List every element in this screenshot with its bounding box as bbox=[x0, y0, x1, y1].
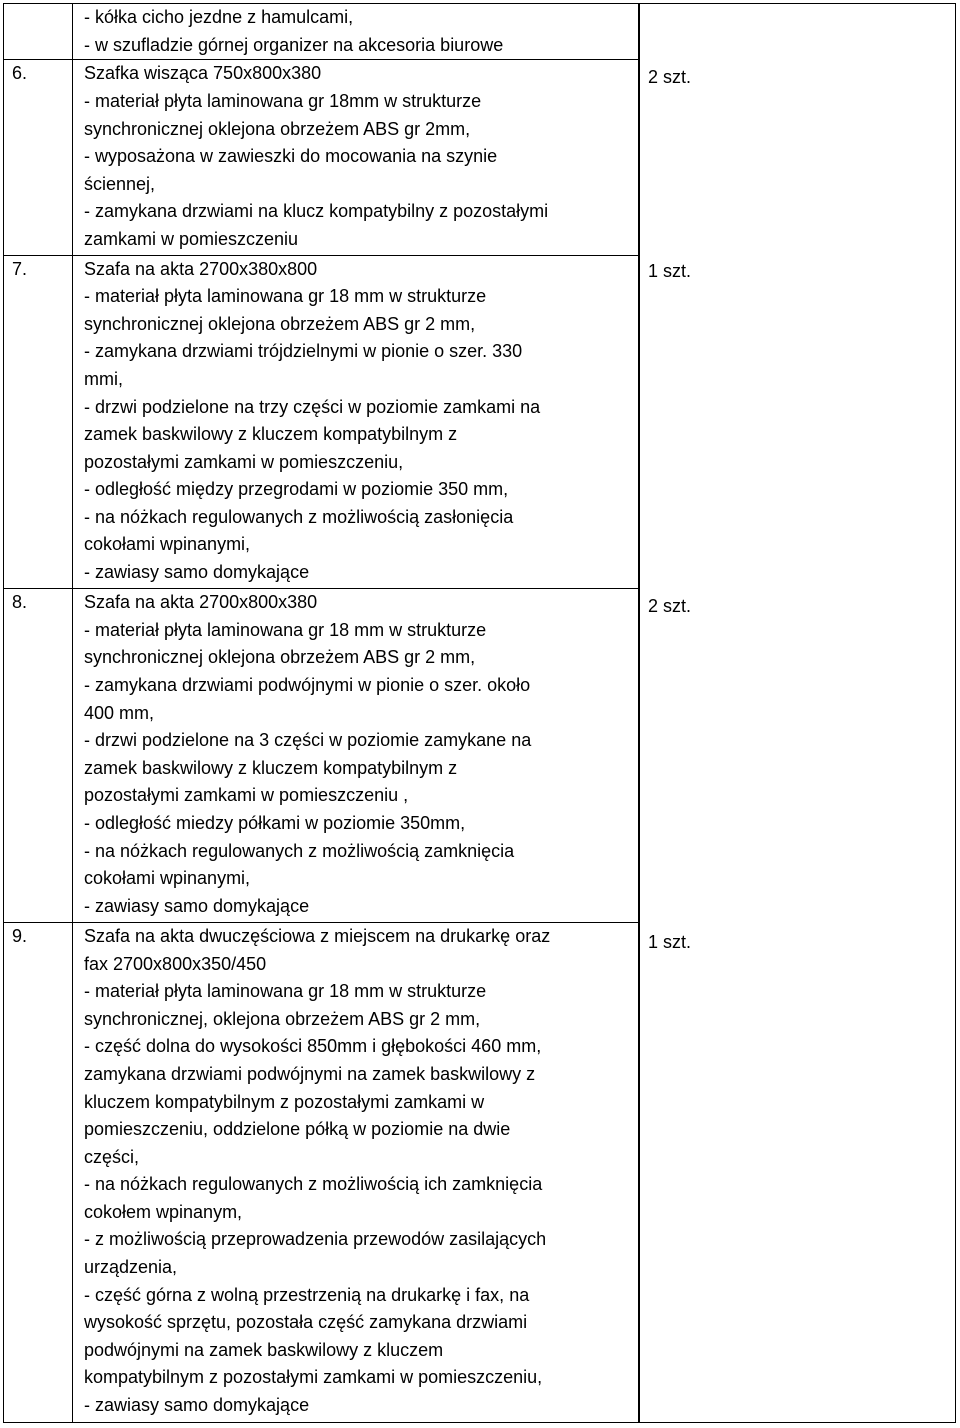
item-number-cell bbox=[4, 60, 73, 255]
description-line: części, bbox=[84, 1146, 140, 1167]
item-number: 6. bbox=[12, 63, 28, 84]
description-line: synchronicznej, oklejona obrzeżem ABS gr 2 mm, bbox=[84, 1008, 481, 1029]
description-line: - zamykana drzwiami trójdzielnymi w pionie o szer. 330 bbox=[84, 341, 523, 362]
description-line: - materiał płyta laminowana gr 18 mm w strukturze bbox=[84, 619, 487, 640]
description-line: - część górna z wolną przestrzenią na drukarkę i fax, na bbox=[84, 1284, 530, 1305]
description-line: - materiał płyta laminowana gr 18mm w strukturze bbox=[84, 91, 482, 112]
description-line: - kółka cicho jezdne z hamulcami, bbox=[84, 7, 354, 27]
description-line: - zamykana drzwiami podwójnymi w pionie o szer. około bbox=[84, 675, 531, 696]
description-line: - na nóżkach regulowanych z możliwością ich zamknięcia bbox=[84, 1174, 543, 1195]
description-line: synchronicznej oklejona obrzeżem ABS gr 2 mm, bbox=[84, 647, 476, 668]
description-line: - na nóżkach regulowanych z możliwością zamknięcia bbox=[84, 840, 515, 861]
item-title: Szafka wisząca 750x800x380 bbox=[84, 63, 322, 84]
item-quantity: 1 szt. bbox=[648, 261, 692, 281]
table-row bbox=[4, 4, 640, 60]
description-line: synchronicznej oklejona obrzeżem ABS gr 2 mm, bbox=[84, 313, 476, 334]
description-line: - w szufladzie górnej organizer na akcesoria biurowe bbox=[84, 34, 504, 55]
description-line: wysokość sprzętu, pozostała część zamykana drzwiami bbox=[84, 1312, 528, 1333]
description-line: - z możliwością przeprowadzenia przewodów zasilających bbox=[84, 1229, 547, 1250]
item-number: 9. bbox=[12, 925, 28, 946]
item-title: fax 2700x800x350/450 bbox=[84, 953, 267, 974]
item-quantity: 1 szt. bbox=[648, 932, 692, 952]
item-description-cell bbox=[73, 4, 640, 60]
item-number-cell bbox=[4, 255, 73, 589]
item-title: Szafa na akta 2700x800x380 bbox=[84, 592, 318, 613]
description-line: - zawiasy samo domykające bbox=[84, 895, 310, 916]
item-title: Szafa na akta dwuczęściowa z miejscem na drukarkę oraz bbox=[84, 925, 551, 946]
description-line: pozostałymi zamkami w pomieszczeniu, bbox=[84, 451, 404, 472]
description-line: synchronicznej oklejona obrzeżem ABS gr 2mm, bbox=[84, 118, 471, 139]
description-line: cokołami wpinanymi, bbox=[84, 868, 251, 889]
item-number: 7. bbox=[12, 258, 28, 279]
description-line: ściennej, bbox=[84, 173, 156, 194]
quantity-column bbox=[638, 3, 956, 1423]
table-row bbox=[4, 922, 640, 1422]
table-row bbox=[4, 255, 640, 589]
item-description-cell bbox=[73, 255, 640, 589]
description-line: - zawiasy samo domykające bbox=[84, 562, 310, 583]
description-line: - materiał płyta laminowana gr 18 mm w strukturze bbox=[84, 981, 487, 1002]
item-number-cell bbox=[4, 589, 73, 923]
item-number: 8. bbox=[12, 592, 28, 613]
description-line: zamkami w pomieszczeniu bbox=[84, 229, 299, 250]
item-number-cell bbox=[4, 4, 73, 60]
description-line: - odległość między przegrodami w poziomie 350 mm, bbox=[84, 479, 509, 500]
table-row bbox=[4, 60, 640, 255]
description-line: 400 mm, bbox=[84, 702, 155, 723]
description-line: zamek baskwilowy z kluczem kompatybilnym z bbox=[84, 757, 458, 778]
description-line: mmi, bbox=[84, 368, 123, 389]
description-line: urządzenia, bbox=[84, 1257, 178, 1278]
item-number-cell bbox=[4, 922, 73, 1422]
item-description-cell bbox=[73, 60, 640, 255]
specification-table bbox=[3, 3, 640, 1423]
table-row bbox=[4, 589, 640, 923]
description-line: cokołem wpinanym, bbox=[84, 1201, 243, 1222]
description-line: - zamykana drzwiami na klucz kompatybilny z pozostałymi bbox=[84, 201, 549, 222]
description-line: - na nóżkach regulowanych z możliwością zasłonięcia bbox=[84, 506, 514, 527]
item-quantity: 2 szt. bbox=[648, 67, 692, 87]
description-line: zamek baskwilowy z kluczem kompatybilnym z bbox=[84, 424, 458, 445]
item-description-cell bbox=[73, 589, 640, 923]
description-line: kluczem kompatybilnym z pozostałymi zamkami w bbox=[84, 1091, 485, 1112]
description-line: - zawiasy samo domykające bbox=[84, 1395, 310, 1416]
description-line: - odległość miedzy półkami w poziomie 350mm, bbox=[84, 812, 466, 833]
description-line: - część dolna do wysokości 850mm i głębokości 460 mm, bbox=[84, 1036, 542, 1057]
item-description-cell bbox=[73, 922, 640, 1422]
description-line: podwójnymi na zamek baskwilowy z kluczem bbox=[84, 1339, 444, 1360]
description-line: cokołami wpinanymi, bbox=[84, 534, 251, 555]
description-line: zamykana drzwiami podwójnymi na zamek baskwilowy z bbox=[84, 1063, 536, 1084]
description-line: pozostałymi zamkami w pomieszczeniu , bbox=[84, 785, 409, 806]
description-line: pomieszczeniu, oddzielone półką w poziomie na dwie bbox=[84, 1119, 511, 1140]
description-line: - materiał płyta laminowana gr 18 mm w strukturze bbox=[84, 286, 487, 307]
item-title: Szafa na akta 2700x380x800 bbox=[84, 258, 318, 279]
description-line: kompatybilnym z pozostałymi zamkami w pomieszczeniu, bbox=[84, 1367, 543, 1388]
description-line: - drzwi podzielone na trzy części w poziomie zamkami na bbox=[84, 396, 541, 417]
description-line: - wyposażona w zawieszki do mocowania na szynie bbox=[84, 146, 498, 167]
item-quantity: 2 szt. bbox=[648, 596, 692, 616]
description-line: - drzwi podzielone na 3 części w poziomie zamykane na bbox=[84, 730, 532, 751]
